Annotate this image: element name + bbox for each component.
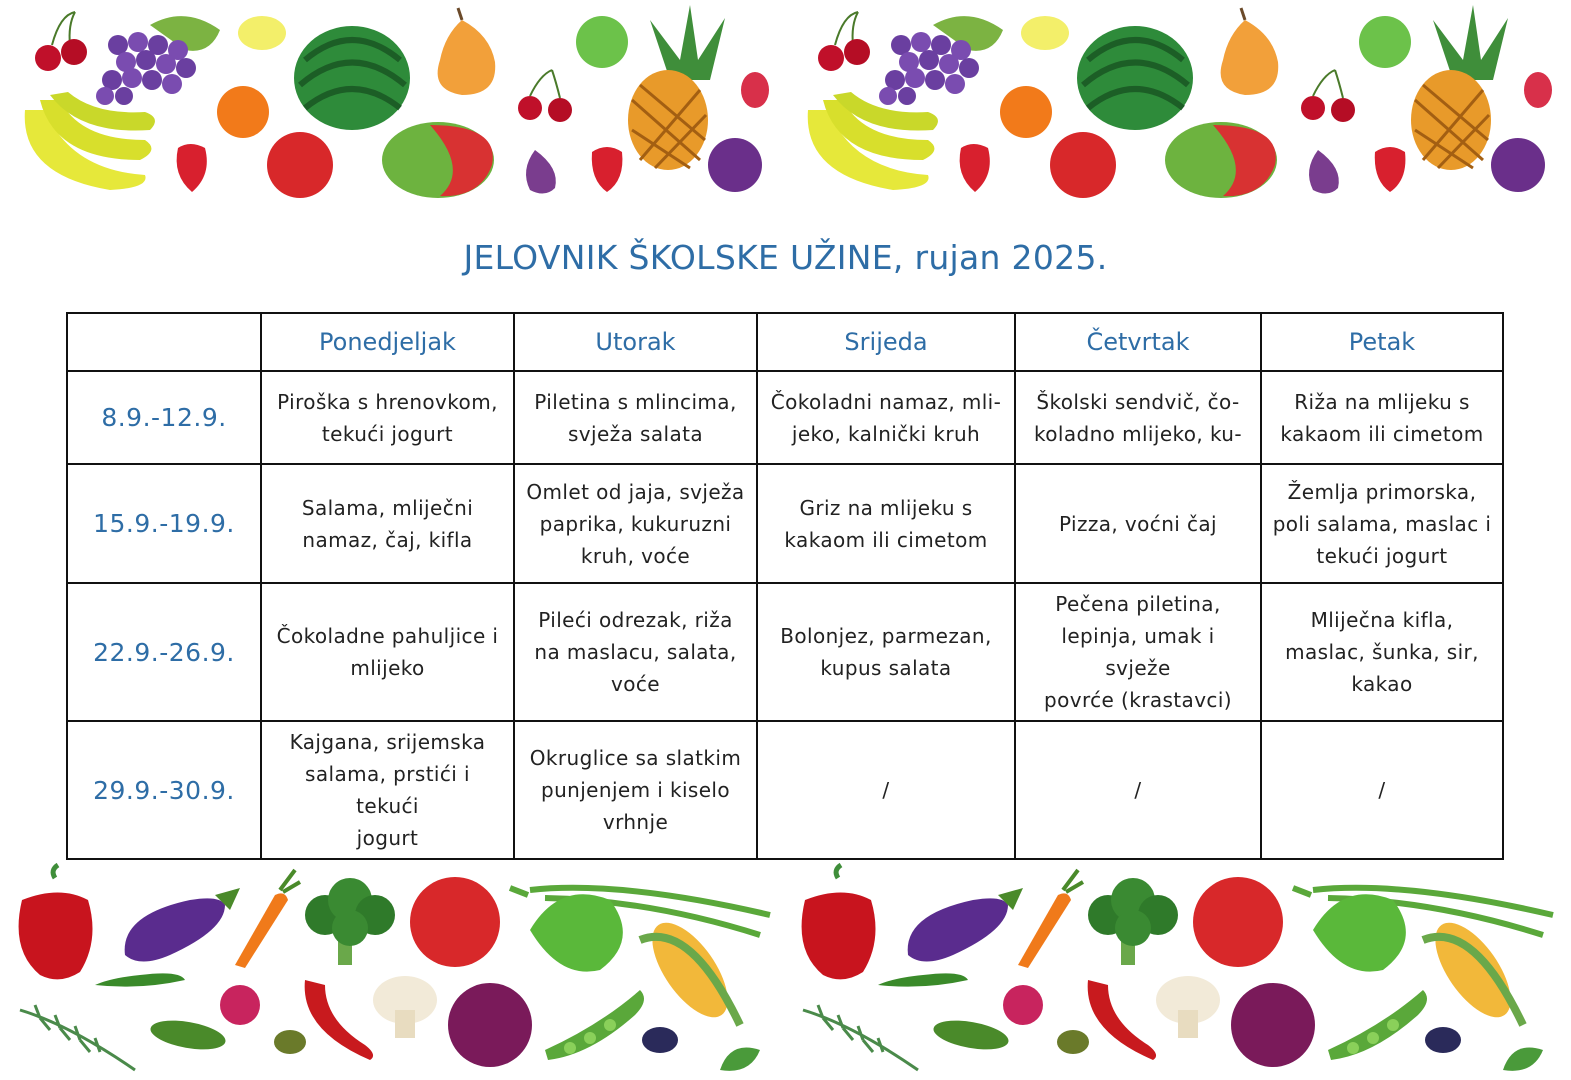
- basil-icon: [720, 1048, 760, 1071]
- meal-line: punjenjem i kiselo: [540, 778, 731, 802]
- meal-line: Piroška s hrenovkom,: [277, 389, 498, 414]
- day-header-thursday: Četvrtak: [1015, 313, 1261, 371]
- watermelon-icon: [294, 26, 410, 130]
- meal-line: kakao: [1351, 672, 1413, 696]
- meal-line: maslac, šunka, sir,: [1285, 640, 1479, 664]
- meal-line: Salama, mliječni: [301, 495, 474, 520]
- meal-cell: [1015, 371, 1261, 464]
- banana-icon: [25, 92, 155, 190]
- meal-line: jogurt: [356, 826, 419, 850]
- table-row: [67, 371, 1503, 464]
- meal-line: Školski sendvič, čo-: [1036, 389, 1240, 414]
- eggplant-icon: [125, 888, 240, 962]
- meal-cell: [261, 371, 514, 464]
- meal-cell: [514, 583, 757, 721]
- meal-line: na maslacu, salata,: [534, 640, 737, 664]
- fig-icon: [526, 150, 556, 194]
- corn-icon: [638, 911, 742, 1030]
- cucumber-icon: [148, 1016, 227, 1055]
- beet-icon: [448, 983, 532, 1067]
- meal-line: povrće (krastavci): [1044, 688, 1232, 712]
- table-row: [67, 464, 1503, 583]
- vegetable-illustration-banner: [0, 860, 1571, 1080]
- fruit-illustration-banner: [0, 0, 1571, 215]
- meal-line: Riža na mlijeku s: [1294, 389, 1470, 414]
- green-pepper-icon: [95, 973, 185, 986]
- meal-line: Bolonjez, parmezan,: [780, 624, 992, 648]
- meal-line: mlijeko: [350, 656, 425, 680]
- meal-line: kupus salata: [820, 656, 952, 680]
- orange-icon: [217, 86, 269, 138]
- meal-cell: [514, 464, 757, 583]
- meal-line: Pečena piletina,: [1055, 592, 1221, 616]
- meal-cell: [757, 583, 1015, 721]
- broccoli-icon: [305, 878, 395, 965]
- carrot-icon: [235, 870, 300, 968]
- tomato-icon: [410, 877, 500, 967]
- cherries-icon: [518, 70, 572, 122]
- meal-line: /: [1378, 778, 1386, 802]
- meal-cell: [1015, 464, 1261, 583]
- week-date-cell: 29.9.-30.9.: [67, 721, 261, 859]
- meal-cell: [1015, 721, 1261, 859]
- meal-line: koladno mlijeko, ku-: [1033, 421, 1243, 446]
- meal-cell: [1261, 464, 1503, 583]
- strawberry-icon: [177, 144, 207, 192]
- lunch-menu-table: [66, 312, 1504, 860]
- meal-line: Omlet od jaja, svježa: [526, 479, 745, 504]
- olive-icon: [642, 1027, 678, 1053]
- mushroom-icon: [373, 976, 437, 1038]
- meal-line: vrhnje: [602, 810, 669, 834]
- meal-line: Kajgana, srijemska: [289, 730, 486, 754]
- meal-cell: [261, 721, 514, 859]
- strawberry-icon: [592, 147, 623, 192]
- meal-line: /: [882, 778, 890, 802]
- meal-cell: [1261, 371, 1503, 464]
- meal-cell: [261, 583, 514, 721]
- page-title: JELOVNIK ŠKOLSKE UŽINE, rujan 2025.: [463, 238, 1108, 277]
- chili-icon: [305, 980, 373, 1060]
- rosemary-icon: [20, 1005, 135, 1070]
- olive-icon: [274, 1030, 306, 1054]
- meal-line: Piletina s mlincima,: [534, 389, 737, 414]
- lettuce-icon: [530, 894, 623, 971]
- meal-line: Pizza, voćni čaj: [1058, 511, 1217, 536]
- week-date-cell: 15.9.-19.9.: [67, 464, 261, 583]
- meal-line: Griz na mlijeku s: [799, 495, 973, 520]
- lemon-icon: [238, 16, 286, 50]
- meal-line: tekući jogurt: [1316, 543, 1448, 568]
- meal-cell: [757, 721, 1015, 859]
- meal-line: /: [1134, 778, 1142, 802]
- meal-cell: [1261, 721, 1503, 859]
- meal-cell: [514, 721, 757, 859]
- meal-line: kakaom ili cimetom: [784, 527, 988, 552]
- meal-line: salama, prstići i tekući: [305, 762, 470, 818]
- meal-line: Žemlja primorska,: [1287, 479, 1477, 504]
- meal-line: Okruglice sa slatkim: [529, 746, 742, 770]
- meal-cell: [261, 464, 514, 583]
- meal-line: Čokoladni namaz, mli-: [770, 389, 1002, 414]
- radish-icon: [220, 985, 260, 1025]
- meal-line: kruh, voće: [580, 543, 691, 568]
- meal-line: lepinja, umak i svježe: [1061, 624, 1215, 680]
- meal-line: jeko, kalnički kruh: [791, 421, 981, 446]
- red-pepper-icon: [19, 865, 93, 979]
- green-apple-icon: [576, 16, 628, 68]
- meal-cell: [757, 371, 1015, 464]
- meal-cell: [757, 464, 1015, 583]
- table-row: [67, 583, 1503, 721]
- pineapple-icon: [628, 5, 725, 170]
- week-date-cell: 8.9.-12.9.: [67, 371, 261, 464]
- corner-cell: [67, 313, 261, 371]
- pea-pod-icon: [545, 990, 644, 1060]
- week-date-cell: 22.9.-26.9.: [67, 583, 261, 721]
- day-header-wednesday: Srijeda: [757, 313, 1015, 371]
- meal-line: tekući jogurt: [321, 421, 454, 446]
- table-row: [67, 721, 1503, 859]
- red-apple-icon: [267, 132, 333, 198]
- cherries-icon: [35, 12, 87, 71]
- raspberry-icon: [741, 72, 769, 108]
- meal-line: kakaom ili cimetom: [1280, 421, 1484, 446]
- day-header-friday: Petak: [1261, 313, 1503, 371]
- meal-cell: [1015, 583, 1261, 721]
- plum-icon: [708, 138, 762, 192]
- meal-cell: [514, 371, 757, 464]
- meal-line: svježa salata: [567, 421, 703, 446]
- meal-line: paprika, kukuruzni: [539, 511, 732, 536]
- meal-line: Pileći odrezak, riža: [538, 608, 733, 632]
- header-row: [67, 313, 1503, 371]
- meal-cell: [1261, 583, 1503, 721]
- meal-line: namaz, čaj, kifla: [302, 527, 473, 552]
- mango-icon: [382, 122, 494, 198]
- meal-line: Čokoladne pahuljice i: [276, 624, 499, 648]
- day-header-tuesday: Utorak: [514, 313, 757, 371]
- meal-line: Mliječna kifla,: [1310, 608, 1454, 632]
- day-header-monday: Ponedjeljak: [261, 313, 514, 371]
- meal-line: poli salama, maslac i: [1272, 511, 1492, 536]
- grapes-icon: [96, 16, 220, 105]
- pear-icon: [438, 8, 496, 95]
- meal-line: voće: [611, 672, 660, 696]
